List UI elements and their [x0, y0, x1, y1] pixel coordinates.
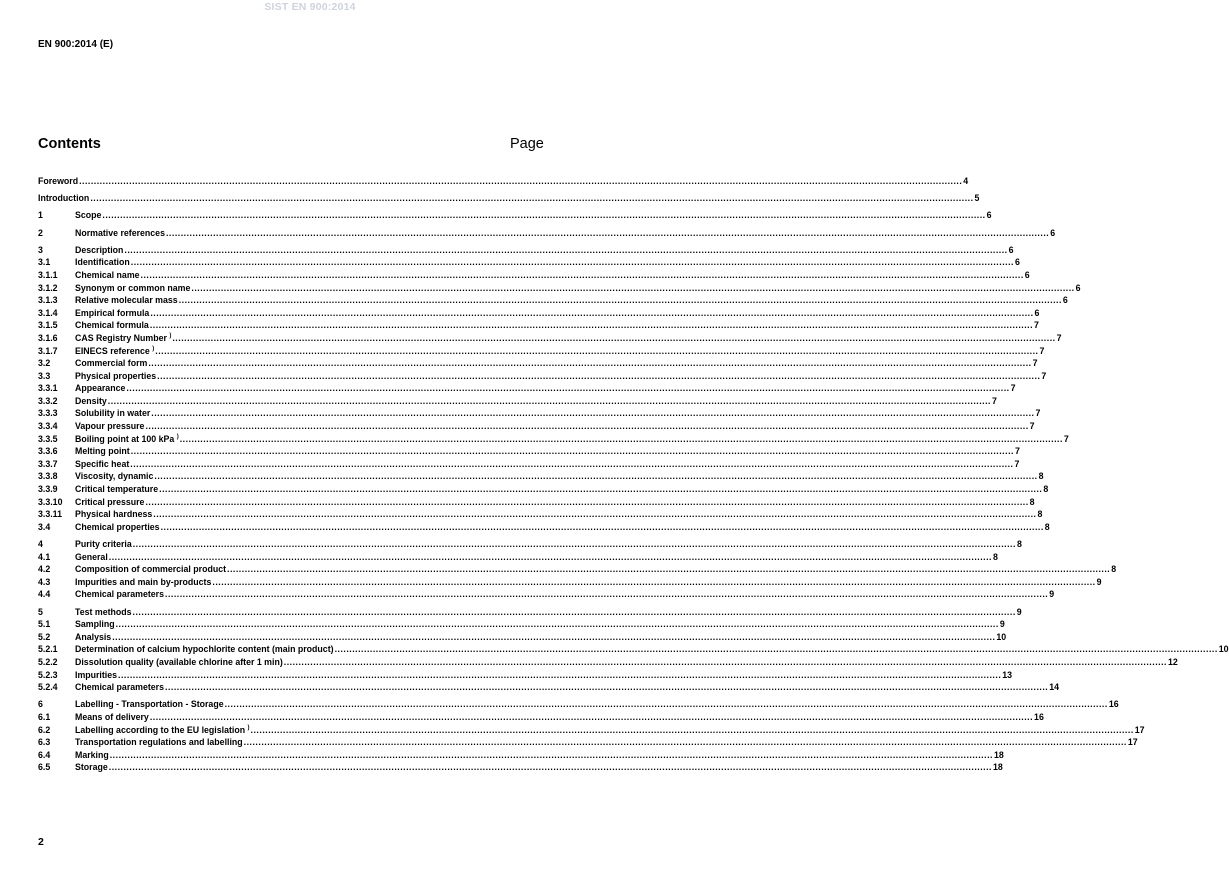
dot-leader: ............................................................................................................................................................................................................................................................................................................ — [212, 576, 1096, 587]
toc-entry-number: 3.1.1 — [38, 269, 58, 280]
footnote-marker: ) — [247, 724, 250, 731]
toc-entry-title: EINECS reference — [75, 345, 150, 356]
dot-leader: ............................................................................................................................................................................................................................................................................................................ — [159, 484, 1043, 495]
toc-entry-number: 3.3.10 — [38, 496, 63, 507]
toc-entry-page: 9 — [1016, 606, 1022, 617]
toc-entry-page: 6 — [1062, 295, 1068, 306]
toc-entry-page: 18 — [992, 762, 1003, 773]
toc-entry[interactable] — [38, 407, 1041, 420]
toc-entry-page: 16 — [1034, 711, 1044, 722]
toc-entry-title: Impurities and main by-products — [75, 576, 212, 587]
toc-entry[interactable] — [38, 458, 1020, 471]
toc-entry-title: Empirical formula — [75, 307, 150, 318]
footnote-marker: ) — [176, 433, 179, 440]
dot-leader: ............................................................................................................................................................................................................................................................................................................ — [79, 176, 963, 186]
document-id: EN 900:2014 (E) — [38, 39, 114, 50]
toc-entry[interactable] — [38, 483, 1049, 496]
toc-entry-number: 6.2 — [38, 724, 51, 735]
toc-entry-page: 10 — [996, 631, 1007, 642]
toc-entry-number: 3.3.11 — [38, 509, 62, 520]
dot-leader: ............................................................................................................................................................................................................................................................................................................ — [172, 332, 1056, 343]
toc-entry[interactable] — [38, 669, 1013, 682]
toc-entry[interactable] — [38, 563, 1117, 576]
dot-leader: ............................................................................................................................................................................................................................................................................................................ — [124, 244, 1008, 255]
toc-entry-number: 4.3 — [38, 576, 51, 587]
toc-entry[interactable] — [38, 420, 1035, 433]
toc-entry-title: Normative references — [75, 227, 165, 238]
toc-entry-page: 18 — [993, 749, 1004, 760]
toc-entry-number: 3.1.7 — [38, 345, 58, 356]
toc-entry-title: Density — [75, 395, 107, 406]
dot-leader: ............................................................................................................................................................................................................................................................................................................ — [155, 345, 1039, 356]
dot-leader: ............................................................................................................................................................................................................................................................................................................ — [145, 421, 1029, 432]
toc-entry-page: 8 — [1029, 496, 1035, 507]
dot-leader: ............................................................................................................................................................................................................................................................................................................ — [112, 631, 996, 642]
toc-entry-title: Description — [75, 244, 124, 255]
toc-entry[interactable] — [38, 618, 1005, 631]
dot-leader: ............................................................................................................................................................................................................................................................................................................ — [130, 446, 1014, 457]
toc-entry[interactable] — [38, 698, 1119, 711]
toc-entry-number: 3.3 — [38, 370, 51, 381]
toc-entry[interactable] — [38, 209, 992, 222]
dot-leader: ............................................................................................................................................................................................................................................................................................................ — [165, 682, 1049, 693]
toc-entry-number: 3.3.7 — [38, 458, 58, 469]
toc-entry-number: 6.3 — [38, 737, 51, 748]
toc-entry-title: Critical pressure — [75, 496, 145, 507]
toc-entry-number: 3.1 — [38, 257, 51, 268]
toc-entry-title: Impurities — [75, 669, 118, 680]
dot-leader: ............................................................................................................................................................................................................................................................................................................ — [179, 433, 1063, 444]
page-column-label: Page — [510, 136, 544, 152]
toc-entry-number: 3.3.1 — [38, 383, 58, 394]
toc-entry-page: 14 — [1049, 682, 1060, 693]
toc-entry-title: Storage — [75, 762, 108, 773]
toc-entry-number: 5.2.1 — [38, 644, 58, 655]
dot-leader: ............................................................................................................................................................................................................................................................................................................ — [126, 383, 1010, 394]
toc-entry[interactable] — [38, 357, 1038, 370]
toc-entry-page: 7 — [1039, 345, 1045, 356]
toc-entry-page: 6 — [1034, 307, 1040, 318]
toc-entry[interactable] — [38, 508, 1043, 521]
toc-entry-page: 10 — [1218, 644, 1229, 655]
toc-entry-title: Composition of commercial product — [75, 564, 227, 575]
toc-entry[interactable] — [38, 382, 1016, 395]
toc-entry-number: 3.4 — [38, 521, 51, 532]
toc-entry[interactable] — [38, 227, 1056, 240]
toc-entry-title: Relative molecular mass — [75, 295, 178, 306]
toc-entry-page: 6 — [1008, 244, 1014, 255]
toc-entry-page: 4 — [963, 176, 969, 186]
footnote-marker: ) — [169, 332, 172, 339]
toc-entry-page: 7 — [1032, 358, 1038, 369]
dot-leader: ............................................................................................................................................................................................................................................................................................................ — [178, 295, 1062, 306]
toc-entry-number: 5 — [38, 606, 43, 617]
dot-leader: ............................................................................................................................................................................................................................................................................................................ — [148, 358, 1032, 369]
toc-entry[interactable] — [38, 307, 1040, 320]
toc-entry-page: 9 — [999, 619, 1005, 630]
toc-entry[interactable] — [38, 761, 1003, 774]
toc-entry-number: 5.2.4 — [38, 682, 58, 693]
dot-leader: ............................................................................................................................................................................................................................................................................................................ — [154, 471, 1038, 482]
toc-entry-title: Marking — [75, 749, 109, 760]
toc-entry[interactable] — [38, 631, 1007, 644]
toc-entry-number: 5.2.2 — [38, 656, 58, 667]
dot-leader: ............................................................................................................................................................................................................................................................................................................ — [149, 320, 1034, 331]
toc-entry-number: 6.1 — [38, 711, 51, 722]
toc-entry[interactable] — [38, 470, 1044, 483]
toc-entry-title: Transportation regulations and labelling — [75, 737, 243, 748]
dot-leader: ............................................................................................................................................................................................................................................................................................................ — [160, 521, 1044, 532]
toc-entry-page: 7 — [1034, 320, 1039, 331]
toc-entry-number: 1 — [38, 210, 43, 221]
toc-entry[interactable] — [38, 319, 1039, 332]
dot-leader: ............................................................................................................................................................................................................................................................................................................ — [157, 370, 1041, 381]
toc-entry-page: 8 — [1037, 509, 1043, 520]
toc-entry[interactable] — [38, 711, 1044, 724]
toc-entry-number: 6.5 — [38, 762, 51, 773]
toc-entry-title: Test methods — [75, 606, 132, 617]
dot-leader: ............................................................................................................................................................................................................................................................................................................ — [243, 737, 1127, 748]
toc-entry-page: 7 — [1029, 421, 1035, 432]
toc-entry-page: 9 — [1096, 576, 1102, 587]
toc-entry-page: 7 — [1041, 370, 1047, 381]
toc-entry[interactable] — [38, 538, 1022, 551]
toc-entry-number: 3.2 — [38, 358, 51, 369]
dot-leader: ............................................................................................................................................................................................................................................................................................................ — [224, 699, 1108, 710]
toc-entry-title: Critical temperature — [75, 484, 159, 495]
toc-entry-title: CAS Registry Number — [75, 332, 167, 343]
dot-leader: ............................................................................................................................................................................................................................................................................................................ — [334, 644, 1218, 655]
toc-entry[interactable] — [38, 345, 1045, 358]
toc-entry[interactable] — [38, 294, 1068, 307]
toc-entry-page: 12 — [1167, 656, 1178, 667]
toc-entry[interactable] — [38, 681, 1060, 694]
toc-entry-number: 4.1 — [38, 551, 51, 562]
toc-entry-number: 3.3.9 — [38, 484, 58, 495]
toc-entry[interactable] — [38, 192, 980, 205]
dot-leader: ............................................................................................................................................................................................................................................................................................................ — [150, 307, 1034, 318]
toc-entry-title: Boiling point at 100 kPa — [75, 433, 175, 444]
dot-leader: ............................................................................................................................................................................................................................................................................................................ — [153, 509, 1037, 520]
toc-entry-title: Purity criteria — [75, 539, 132, 549]
toc-entry-page: 6 — [1075, 282, 1081, 293]
toc-entry[interactable] — [38, 749, 1004, 762]
dot-leader: ............................................................................................................................................................................................................................................................................................................ — [108, 551, 992, 562]
toc-entry-page: 8 — [1111, 564, 1117, 575]
dot-leader: ............................................................................................................................................................................................................................................................................................................ — [191, 282, 1075, 293]
toc-entry[interactable] — [38, 736, 1138, 749]
toc-entry[interactable] — [38, 175, 969, 188]
toc-entry-title: Synonym or common name — [75, 282, 191, 293]
dot-leader: ............................................................................................................................................................................................................................................................................................................ — [149, 711, 1034, 722]
toc-entry-title: Determination of calcium hypochlorite content (main product) — [75, 644, 334, 655]
dot-leader: ............................................................................................................................................................................................................................................................................................................ — [250, 724, 1134, 735]
toc-entry-number: 3.3.3 — [38, 408, 58, 419]
toc-entry[interactable] — [38, 445, 1020, 458]
dot-leader: ............................................................................................................................................................................................................................................................................................................ — [151, 408, 1035, 419]
toc-entry-number: 3.3.8 — [38, 471, 58, 482]
toc-entry[interactable] — [38, 606, 1022, 619]
toc-entry-title: Identification — [75, 257, 130, 268]
toc-entry-number: 2 — [38, 227, 43, 238]
toc-entry[interactable] — [38, 496, 1035, 509]
toc-entry-page: 7 — [1035, 408, 1041, 419]
toc-entry[interactable] — [38, 269, 1030, 282]
toc-entry[interactable] — [38, 370, 1047, 383]
toc-entry-title: Physical hardness — [75, 509, 153, 520]
contents-title: Contents — [38, 136, 101, 152]
toc-entry-page: 7 — [1010, 383, 1016, 394]
toc-entry-title: Chemical properties — [75, 521, 160, 532]
toc-entry[interactable] — [38, 643, 1229, 656]
toc-entry-page: 7 — [1063, 433, 1069, 444]
toc-entry[interactable] — [38, 551, 998, 564]
toc-entry-title: Solubility in water — [75, 408, 151, 419]
toc-entry-title: Melting point — [75, 446, 130, 457]
toc-entry-title: Foreword — [38, 176, 79, 186]
toc-entry-page: 9 — [1049, 589, 1055, 600]
page-number: 2 — [38, 836, 44, 848]
toc-entry-page: 6 — [1024, 269, 1030, 280]
toc-entry[interactable] — [38, 244, 1014, 257]
toc-entry-page: 8 — [1044, 521, 1050, 532]
dot-leader: ............................................................................................................................................................................................................................................................................................................ — [107, 395, 991, 406]
dot-leader: ............................................................................................................................................................................................................................................................................................................ — [118, 669, 1002, 680]
table-of-contents — [38, 175, 1229, 774]
dot-leader: ............................................................................................................................................................................................................................................................................................................ — [102, 210, 986, 221]
toc-entry-number: 3.1.4 — [38, 307, 58, 318]
toc-entry-page: 8 — [1016, 539, 1022, 549]
dot-leader: ............................................................................................................................................................................................................................................................................................................ — [90, 193, 974, 204]
toc-entry-title: Appearance — [75, 383, 126, 394]
toc-entry-title: Dissolution quality (available chlorine after 1 min) — [75, 656, 283, 667]
toc-entry-page: 8 — [1043, 484, 1049, 495]
toc-entry-title: Specific heat — [75, 458, 130, 469]
toc-entry-number: 5.2.3 — [38, 669, 58, 680]
toc-entry-page: 7 — [992, 395, 997, 406]
toc-entry[interactable] — [38, 576, 1102, 589]
toc-entry-number: 3.3.4 — [38, 421, 58, 432]
toc-entry[interactable] — [38, 395, 997, 408]
dot-leader: ............................................................................................................................................................................................................................................................................................................ — [165, 589, 1049, 600]
toc-entry-number: 6.4 — [38, 749, 51, 760]
toc-entry-title: General — [75, 551, 108, 562]
dot-leader: ............................................................................................................................................................................................................................................................................................................ — [130, 458, 1014, 469]
toc-entry-page: 6 — [1014, 257, 1020, 268]
dot-leader: ............................................................................................................................................................................................................................................................................................................ — [130, 257, 1014, 268]
toc-entry-number: 4 — [38, 539, 43, 549]
toc-entry-title: Labelling according to the EU legislation — [75, 724, 246, 735]
toc-entry[interactable] — [38, 724, 1145, 737]
toc-entry-title: Viscosity, dynamic — [75, 471, 154, 482]
toc-entry[interactable] — [38, 433, 1069, 446]
toc-entry-page: 6 — [1050, 227, 1056, 238]
toc-entry[interactable] — [38, 332, 1062, 345]
toc-entry-title: Vapour pressure — [75, 421, 145, 432]
toc-entry-page: 8 — [1038, 471, 1044, 482]
toc-entry-page: 7 — [1056, 332, 1062, 343]
toc-entry-page: 17 — [1134, 724, 1145, 735]
dot-leader: ............................................................................................................................................................................................................................................................................................................ — [165, 227, 1050, 238]
toc-entry-number: 5.1 — [38, 619, 51, 630]
toc-entry-number: 3.1.2 — [38, 282, 58, 293]
dot-leader: ............................................................................................................................................................................................................................................................................................................ — [283, 656, 1167, 667]
toc-entry-title: Chemical name — [75, 269, 140, 280]
toc-entry[interactable] — [38, 521, 1050, 534]
toc-entry-title: Chemical parameters — [75, 589, 164, 600]
toc-entry-page: 17 — [1127, 737, 1138, 748]
dot-leader: ............................................................................................................................................................................................................................................................................................................ — [108, 762, 992, 773]
toc-entry-page: 7 — [1014, 446, 1020, 457]
toc-entry-page: 6 — [986, 210, 992, 221]
toc-entry-number: 3.1.5 — [38, 320, 58, 331]
dot-leader: ............................................................................................................................................................................................................................................................................................................ — [115, 619, 999, 630]
toc-entry-number: 6 — [38, 699, 43, 710]
dot-leader: ............................................................................................................................................................................................................................................................................................................ — [227, 564, 1111, 575]
toc-entry-page: 7 — [1014, 458, 1020, 469]
toc-entry-number: 3.3.5 — [38, 433, 58, 444]
toc-entry-title: Sampling — [75, 619, 115, 630]
toc-entry-title: Labelling - Transportation - Storage — [75, 699, 224, 710]
dot-leader: ............................................................................................................................................................................................................................................................................................................ — [109, 749, 993, 760]
toc-entry-number: 3.1.6 — [38, 332, 58, 343]
toc-entry-title: Introduction — [38, 193, 90, 204]
toc-entry-number: 4.2 — [38, 564, 51, 575]
toc-entry[interactable] — [38, 282, 1081, 295]
toc-entry-title: Physical properties — [75, 370, 157, 381]
dot-leader: ............................................................................................................................................................................................................................................................................................................ — [140, 269, 1024, 280]
toc-entry-page: 13 — [1002, 669, 1013, 680]
toc-entry[interactable] — [38, 656, 1178, 669]
toc-entry[interactable] — [38, 256, 1020, 269]
toc-entry-number: 4.4 — [38, 589, 51, 600]
toc-entry-page: 16 — [1108, 699, 1119, 710]
toc-entry-number: 3 — [38, 244, 43, 255]
dot-leader: ............................................................................................................................................................................................................................................................................................................ — [132, 606, 1016, 617]
toc-entry-title: Chemical parameters — [75, 682, 164, 693]
toc-entry-number: 3.3.2 — [38, 395, 58, 406]
dot-leader: ............................................................................................................................................................................................................................................................................................................ — [145, 496, 1029, 507]
toc-entry-number: 3.1.3 — [38, 295, 58, 306]
toc-entry-title: Means of delivery — [75, 711, 149, 722]
dot-leader: ............................................................................................................................................................................................................................................................................................................ — [132, 539, 1016, 549]
toc-entry-title: Analysis — [75, 631, 112, 642]
toc-entry-title: Commercial form — [75, 358, 148, 369]
toc-entry-page: 8 — [992, 551, 998, 562]
toc-entry-title: Chemical formula — [75, 320, 149, 331]
footnote-marker: ) — [152, 345, 155, 352]
toc-entry-page: 5 — [974, 193, 980, 204]
toc-entry-number: 5.2 — [38, 631, 51, 642]
toc-entry-number: 3.3.6 — [38, 446, 58, 457]
toc-entry-title: Scope — [75, 210, 102, 221]
watermark: SIST EN 900:2014 — [264, 1, 356, 13]
toc-entry[interactable] — [38, 588, 1055, 601]
